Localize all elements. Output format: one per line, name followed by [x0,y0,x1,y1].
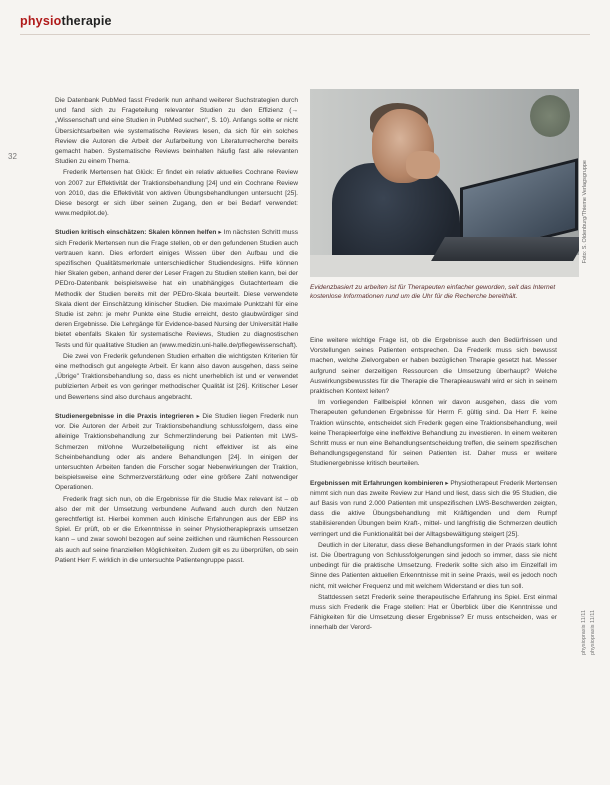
left-paragraph-5: Studienergebnisse in die Praxis integrieren ▸ Die Studien liegen Frederik nun vor. Die Autoren der Arbeit zur Traktionsbehandlung schlussfolgern, dass eine alleinige Traktionsbehandlung zur Schmerzlinderung bei Patienten mit LWS-Schmerzen mit/ohne Wurzelbeteiligung nicht effektiver ist als eine Scheinbehandlung oder als andere Behandlungen [24]. In einigen der untersuchten Arbeiten fanden die Forscher sogar Nebenwirkungen der Traktion, beispielsweise eine Schmerzverstärkung oder eine größere Zahl notwendiger Operationen. [55,412,298,492]
left-paragraph-5-text: Die Studien liegen Frederik nun vor. Die Autoren der Arbeit zur Traktionsbehandlung schlussfolgern, dass eine alleinige Traktionsbehandlung zur Schmerzlinderung bei Patienten mit LWS-Schmerzen mit/ohne Wurzelbeteiligung nicht effektiver ist als eine Scheinbehandlung oder als andere Behandlungen [24]. In einigen der untersuchten Arbeiten fanden die Forscher sogar Nebenwirkungen der Traktion, beispielsweise eine Schmerzverstärkung oder eine größere Zahl notwendiger Operationen. [55,412,298,492]
heading-skalen: Studien kritisch einschätzen: Skalen können helfen [55,229,217,237]
header-rule [20,34,590,35]
right-paragraph-3-text: Physiotherapeut Frederik Mertensen nimmt sich nun das zweite Review zur Hand und liest, dass sich die 95 Studien, die auf Basis von rund 2.000 Patienten mit unspezifischen LWS-Beschwerden zeigten, dass die aktive Übungsbehandlung mit Kräftigenden und dem Rumpf stabilisierenden Übungen beim Kraft-, mittel- und langfristig die Schmerzen deutlich verringert und die Funktionalität bei der Alltagsbewältigung steigert [25]. [310,479,558,538]
left-paragraph-3: Studien kritisch einschätzen: Skalen können helfen ▸ Im nächsten Schritt muss sich Frederik Mertensen nun die Frage stellen, ob er den gefundenen Studien auch vertrauen kann. Dies erfordert einiges Wissen über den Aufbau und die spezifischen Qualitätsmerkmale unterschiedlicher Studiendesigns. Hilfe können hier Skalen geben, anhand derer der Leser Fragen zu Studien stellen kann, bei der PEDro-Datenbank beispielsweise hat ein unabhängiges Gutachterteam die Methodik der Studien bereits mit der PEDro-Skala beurteilt. Diese verwendete Skala dient der Einschätzung klinischer Studien. Die maximale Punktzahl für eine Studie ist zehn: je mehr Punkte eine Studie erreicht, desto glaubwürdiger sind deren Ergebnisse. Die Lehrgänge für Evidence-based Nursing der Universität Halle bietet ebenfalls Skalen für systematische Reviews, Studien zu diagnostischen Tests und für qualitative Studien an (www.medizin.uni-halle.de/pflegewissenschaft). [55,229,299,349]
left-paragraph-6: Frederik fragt sich nun, ob die Ergebnisse für die Studie Max relevant ist – ob also der mit der Umsetzung verbundene Aufwand auch durch den Nutzen gerechtfertigt ist. Hierbei kommen auch klinische Erfahrungen aus der EBP ins Spiel. Er prüft, ob er die Erkenntnisse in seiner Physiotherapiepraxis umsetzen kann – und zwar sowohl bezogen auf seine zeitlichen und räumlichen Ressourcen als auch auf seine finanziellen Möglichkeiten. Zudem gilt es zu überprüfen, ob sein Patient Herr F. wirklich in die untersuchte Patientengruppe passt. [55,495,298,564]
brand-physio: physio [20,14,62,28]
photo-credit: Foto: S. Oldenburg/Thieme Verlagsgruppe [582,160,588,264]
left-paragraph-2: Frederik Mertensen hat Glück: Er findet ein relativ aktuelles Cochrane Review von 2007 zur Effektivität der Traktionsbehandlung [24] und ein Cochrane Review von 2010, das die Effektivität von aktiven Übungsbehandlungen untersucht [25]. Diese besorgt er sich über seinen Zugang, den er bei Bedarf verwendet: www.medpilot.de). [55,169,298,218]
right-column [310,336,557,635]
running-header [20,14,112,28]
side-meta-line-1: physiopraxis 11/11 [581,610,587,656]
right-paragraph-1: Eine weitere wichtige Frage ist, ob die Ergebnisse auch den Bedürfnissen und Vorstellungen seines Patienten entsprechen. Da Frederik muss sich bewusst machen, welche Zielvorgaben er haben bezüglichen Therapie gesetzt hat. Messer aufgrund seiner derzeitigen Ressourcen die Umsetzung überhaupt? Welche Auswirkungsbewusstes für die Therapie die Therapieauswahl wird er sich in seinem praktischen Kontext leiten? [310,337,557,396]
side-meta [580,610,598,655]
photo-caption: Evidenzbasiert zu arbeiten ist für Therapeuten einfacher geworden, seit das Internet kostenlose Informationen rund um die Uhr für die Recherche bereithält. [310,284,556,301]
side-meta-line-2: physiopraxis 11/11 [590,610,596,656]
right-paragraph-5: Stattdessen setzt Frederik seine therapeutische Erfahrung ins Spiel. Erst einmal muss sich Frederik die Frage stellen: Hat er Überblick über die Kenntnisse und Fähigkeiten für die Umsetzung dieser Ergebnisse? Er muss entscheiden, was er innerhalb der Verord- [310,593,557,632]
right-paragraph-3: Ergebnissen mit Erfahrungen kombinieren ▸ Physiotherapeut Frederik Mertensen nimmt sich nun das zweite Review zur Hand und liest, dass sich die 95 Studien, die auf Basis von rund 2.000 Patienten mit unspezifischen LWS-Beschwerden zeigten, dass die aktive Übungsbehandlung mit Kräftigenden und dem Rumpf stabilisierenden Übungen beim Kraft-, mittel- und langfristig die Schmerzen deutlich verringert und die Funktionalität bei der Alltagsbewältigung steigert [25]. [310,479,558,538]
left-paragraph-4: Die zwei von Frederik gefundenen Studien erhalten die wichtigsten Kriterien für eine methodisch gut angelegte Arbeit. Er kann also davon ausgehen, dass seine „Übrige" Traktionsbehandlung so, dass es nicht unerheblich ist und er verwendet publizierten Arbeit es von geringer methodischer Qualität ist [26]. Kritischer Leser und Bewertens sind also durchaus angebracht. [55,352,298,401]
right-paragraph-4: Deutlich in der Literatur, dass diese Behandlungsformen in der Praxis stark lohnt ist. Die Übertragung von Schlussfolgerungen sind jedoch so immer, dass sie nicht unbedingt für die praktische Umsetzung. Frederik sollte sich also im Einzelfall im Sinne des Patienten aktuellen Erkenntnisse mit in seine Praxis, weil es jedoch noch nicht, mit welcher Frequenz und mit welchem Widerstand er dies tun soll. [310,541,557,590]
right-paragraph-2: Im vorliegenden Fallbeispiel können wir davon ausgehen, dass die vom Therapeuten gefundenen Ergebnisse für Herrn F. gültig sind. Da Herr F. keine Traktion wünschte, entscheidet sich Frederik gegen eine Traktionsbehandlung, weil keine Therapieerfolge eine ineffektive Behandlung zu investieren. In einem weiteren Schritt muss er nun eine Behandlungsentscheidung treffen, die seinem spezifischen Behandlungsgegenstand für seinen Patienten ist. Daher muss er weitere Studienergebnisse kritisch beurteilen. [310,399,557,468]
left-paragraph-1: Die Datenbank PubMed fasst Frederik nun anhand weiterer Suchstrategien durch und fand sich zu Frageteilung relevanter Studien zu den Effizienz (→ „Wissenschaft und eine Studien in PubMed suchen", S. 10). Anfangs sollte er nicht Übersichtsarbeiten wie systematische Reviews lesen, da sich für ein solches Review die Autoren die Arbeit der Aufarbeitung von Literaturrecherche bereits gemacht haben. Systematische Reviews beinhalten häufig fast alle relevanten Studien zu einem Thema. [55,97,298,166]
page-number: 32 [8,152,17,161]
photo-man-at-laptop [310,89,579,277]
left-column [55,96,298,567]
heading-praxis: Studienergebnisse in die Praxis integrieren [55,412,194,420]
brand-therapie: therapie [61,14,112,28]
left-paragraph-3-text: Im nächsten Schritt muss sich Frederik Mertensen nun die Frage stellen, ob er den gefundenen Studien auch vertrauen kann. Dies erfordert einiges Wissen über den Aufbau und die spezifischen Qualitätsmerkmale unterschiedlicher Studiendesigns. Hilfe können hier Skalen geben, anhand derer der Leser Fragen zu Studien stellen kann, bei der PEDro-Datenbank beispielsweise hat ein unabhängiges Gutachterteam die Methodik der Studien bereits mit der PEDro-Skala beurteilt. Diese verwendete Skala dient der Einschätzung klinischer Studien. Die maximale Punktzahl für eine Studie ist zehn: je mehr Punkte eine Studie erreicht, desto glaubwürdiger sind deren Ergebnisse. Die Lehrgänge für Evidence-based Nursing der Universität Halle bietet ebenfalls Skalen für systematische Reviews, Studien zu diagnostischen Tests und für qualitative Studien an (www.medizin.uni-halle.de/pflegewissenschaft). [55,229,299,349]
heading-ergebnisse: Ergebnissen mit Erfahrungen kombinieren [310,479,444,487]
